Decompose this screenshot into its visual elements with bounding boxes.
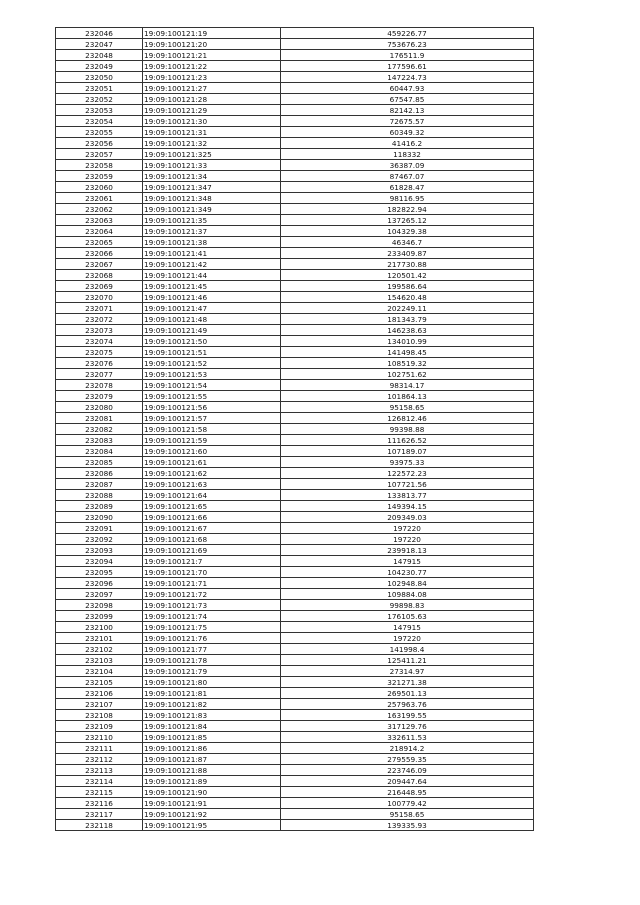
cadastral-number-cell: 19:09:100121:81 [143, 688, 281, 699]
amount-cell: 60447.93 [281, 83, 534, 94]
cadastral-number-cell: 19:09:100121:71 [143, 578, 281, 589]
cadastral-number-cell: 19:09:100121:84 [143, 721, 281, 732]
amount-cell: 147915 [281, 622, 534, 633]
table-row [56, 424, 534, 435]
row-id-cell: 232106 [56, 688, 143, 699]
data-table [55, 27, 534, 831]
table-row [56, 292, 534, 303]
table-row [56, 435, 534, 446]
amount-cell: 233409.87 [281, 248, 534, 259]
cadastral-number-cell: 19:09:100121:28 [143, 94, 281, 105]
cadastral-number-cell: 19:09:100121:65 [143, 501, 281, 512]
table-row [56, 215, 534, 226]
cadastral-number-cell: 19:09:100121:42 [143, 259, 281, 270]
table-row [56, 743, 534, 754]
cadastral-number-cell: 19:09:100121:31 [143, 127, 281, 138]
row-id-cell: 232075 [56, 347, 143, 358]
row-id-cell: 232068 [56, 270, 143, 281]
cadastral-number-cell: 19:09:100121:74 [143, 611, 281, 622]
table-row [56, 523, 534, 534]
table-row [56, 699, 534, 710]
row-id-cell: 232080 [56, 402, 143, 413]
row-id-cell: 232099 [56, 611, 143, 622]
table-body [56, 28, 534, 831]
row-id-cell: 232056 [56, 138, 143, 149]
cadastral-number-cell: 19:09:100121:70 [143, 567, 281, 578]
table-row [56, 28, 534, 39]
cadastral-number-cell: 19:09:100121:72 [143, 589, 281, 600]
table-row [56, 721, 534, 732]
table-row [56, 468, 534, 479]
cadastral-number-cell: 19:09:100121:34 [143, 171, 281, 182]
row-id-cell: 232095 [56, 567, 143, 578]
cadastral-number-cell: 19:09:100121:88 [143, 765, 281, 776]
amount-cell: 223746.09 [281, 765, 534, 776]
table-row [56, 149, 534, 160]
table-row [56, 358, 534, 369]
table-row [56, 402, 534, 413]
amount-cell: 101864.13 [281, 391, 534, 402]
cadastral-number-cell: 19:09:100121:69 [143, 545, 281, 556]
amount-cell: 46346.7 [281, 237, 534, 248]
cadastral-number-cell: 19:09:100121:82 [143, 699, 281, 710]
cadastral-number-cell: 19:09:100121:7 [143, 556, 281, 567]
row-id-cell: 232054 [56, 116, 143, 127]
row-id-cell: 232091 [56, 523, 143, 534]
amount-cell: 257963.76 [281, 699, 534, 710]
row-id-cell: 232046 [56, 28, 143, 39]
amount-cell: 99398.88 [281, 424, 534, 435]
cadastral-number-cell: 19:09:100121:60 [143, 446, 281, 457]
amount-cell: 181343.79 [281, 314, 534, 325]
table-row [56, 171, 534, 182]
amount-cell: 95158.65 [281, 402, 534, 413]
amount-cell: 98116.95 [281, 193, 534, 204]
row-id-cell: 232063 [56, 215, 143, 226]
cadastral-number-cell: 19:09:100121:349 [143, 204, 281, 215]
cadastral-number-cell: 19:09:100121:56 [143, 402, 281, 413]
row-id-cell: 232077 [56, 369, 143, 380]
row-id-cell: 232089 [56, 501, 143, 512]
amount-cell: 321271.38 [281, 677, 534, 688]
amount-cell: 109884.08 [281, 589, 534, 600]
table-row [56, 336, 534, 347]
cadastral-number-cell: 19:09:100121:49 [143, 325, 281, 336]
table-row [56, 39, 534, 50]
amount-cell: 279559.35 [281, 754, 534, 765]
amount-cell: 100779.42 [281, 798, 534, 809]
amount-cell: 202249.11 [281, 303, 534, 314]
amount-cell: 199586.64 [281, 281, 534, 292]
amount-cell: 93975.33 [281, 457, 534, 468]
cadastral-number-cell: 19:09:100121:54 [143, 380, 281, 391]
row-id-cell: 232102 [56, 644, 143, 655]
row-id-cell: 232051 [56, 83, 143, 94]
row-id-cell: 232060 [56, 182, 143, 193]
cadastral-number-cell: 19:09:100121:77 [143, 644, 281, 655]
row-id-cell: 232069 [56, 281, 143, 292]
row-id-cell: 232110 [56, 732, 143, 743]
amount-cell: 209447.64 [281, 776, 534, 787]
cadastral-number-cell: 19:09:100121:27 [143, 83, 281, 94]
cadastral-number-cell: 19:09:100121:29 [143, 105, 281, 116]
amount-cell: 459226.77 [281, 28, 534, 39]
row-id-cell: 232104 [56, 666, 143, 677]
cadastral-number-cell: 19:09:100121:32 [143, 138, 281, 149]
cadastral-number-cell: 19:09:100121:48 [143, 314, 281, 325]
cadastral-number-cell: 19:09:100121:20 [143, 39, 281, 50]
amount-cell: 133813.77 [281, 490, 534, 501]
table-row [56, 688, 534, 699]
table-row [56, 138, 534, 149]
amount-cell: 108519.32 [281, 358, 534, 369]
cadastral-number-cell: 19:09:100121:67 [143, 523, 281, 534]
cadastral-number-cell: 19:09:100121:33 [143, 160, 281, 171]
amount-cell: 218914.2 [281, 743, 534, 754]
table-row [56, 820, 534, 831]
amount-cell: 125411.21 [281, 655, 534, 666]
amount-cell: 107189.07 [281, 446, 534, 457]
table-row [56, 182, 534, 193]
amount-cell: 104230.77 [281, 567, 534, 578]
amount-cell: 154620.48 [281, 292, 534, 303]
cadastral-number-cell: 19:09:100121:89 [143, 776, 281, 787]
amount-cell: 217730.88 [281, 259, 534, 270]
row-id-cell: 232094 [56, 556, 143, 567]
cadastral-number-cell: 19:09:100121:79 [143, 666, 281, 677]
amount-cell: 317129.76 [281, 721, 534, 732]
cadastral-number-cell: 19:09:100121:92 [143, 809, 281, 820]
row-id-cell: 232082 [56, 424, 143, 435]
table-row [56, 347, 534, 358]
cadastral-number-cell: 19:09:100121:83 [143, 710, 281, 721]
cadastral-number-cell: 19:09:100121:52 [143, 358, 281, 369]
row-id-cell: 232066 [56, 248, 143, 259]
row-id-cell: 232070 [56, 292, 143, 303]
table-row [56, 314, 534, 325]
amount-cell: 118332 [281, 149, 534, 160]
row-id-cell: 232108 [56, 710, 143, 721]
row-id-cell: 232084 [56, 446, 143, 457]
table-row [56, 303, 534, 314]
cadastral-number-cell: 19:09:100121:86 [143, 743, 281, 754]
amount-cell: 107721.56 [281, 479, 534, 490]
cadastral-number-cell: 19:09:100121:19 [143, 28, 281, 39]
table-row [56, 413, 534, 424]
row-id-cell: 232061 [56, 193, 143, 204]
row-id-cell: 232103 [56, 655, 143, 666]
table-row [56, 798, 534, 809]
cadastral-number-cell: 19:09:100121:78 [143, 655, 281, 666]
cadastral-number-cell: 19:09:100121:22 [143, 61, 281, 72]
cadastral-number-cell: 19:09:100121:50 [143, 336, 281, 347]
cadastral-number-cell: 19:09:100121:90 [143, 787, 281, 798]
table-row [56, 545, 534, 556]
cadastral-number-cell: 19:09:100121:87 [143, 754, 281, 765]
row-id-cell: 232079 [56, 391, 143, 402]
row-id-cell: 232114 [56, 776, 143, 787]
table-row [56, 226, 534, 237]
amount-cell: 126812.46 [281, 413, 534, 424]
row-id-cell: 232052 [56, 94, 143, 105]
amount-cell: 104329.38 [281, 226, 534, 237]
cadastral-number-cell: 19:09:100121:47 [143, 303, 281, 314]
row-id-cell: 232067 [56, 259, 143, 270]
cadastral-number-cell: 19:09:100121:45 [143, 281, 281, 292]
amount-cell: 60349.32 [281, 127, 534, 138]
cadastral-number-cell: 19:09:100121:55 [143, 391, 281, 402]
row-id-cell: 232118 [56, 820, 143, 831]
cadastral-number-cell: 19:09:100121:30 [143, 116, 281, 127]
amount-cell: 82142.13 [281, 105, 534, 116]
cadastral-number-cell: 19:09:100121:41 [143, 248, 281, 259]
cadastral-number-cell: 19:09:100121:46 [143, 292, 281, 303]
row-id-cell: 232053 [56, 105, 143, 116]
amount-cell: 99898.83 [281, 600, 534, 611]
cadastral-number-cell: 19:09:100121:68 [143, 534, 281, 545]
table-row [56, 116, 534, 127]
row-id-cell: 232050 [56, 72, 143, 83]
row-id-cell: 232072 [56, 314, 143, 325]
row-id-cell: 232096 [56, 578, 143, 589]
table-row [56, 556, 534, 567]
amount-cell: 95158.65 [281, 809, 534, 820]
row-id-cell: 232086 [56, 468, 143, 479]
table-row [56, 655, 534, 666]
table-row [56, 72, 534, 83]
amount-cell: 122572.23 [281, 468, 534, 479]
table-row [56, 160, 534, 171]
amount-cell: 177596.61 [281, 61, 534, 72]
amount-cell: 36387.09 [281, 160, 534, 171]
cadastral-number-cell: 19:09:100121:347 [143, 182, 281, 193]
table-row [56, 732, 534, 743]
row-id-cell: 232100 [56, 622, 143, 633]
cadastral-number-cell: 19:09:100121:91 [143, 798, 281, 809]
table-row [56, 677, 534, 688]
row-id-cell: 232058 [56, 160, 143, 171]
amount-cell: 61828.47 [281, 182, 534, 193]
cadastral-number-cell: 19:09:100121:63 [143, 479, 281, 490]
cadastral-number-cell: 19:09:100121:76 [143, 633, 281, 644]
table-row [56, 248, 534, 259]
row-id-cell: 232105 [56, 677, 143, 688]
amount-cell: 98314.17 [281, 380, 534, 391]
table-row [56, 776, 534, 787]
table-row [56, 809, 534, 820]
amount-cell: 134010.99 [281, 336, 534, 347]
cadastral-number-cell: 19:09:100121:53 [143, 369, 281, 380]
row-id-cell: 232090 [56, 512, 143, 523]
table-row [56, 270, 534, 281]
cadastral-number-cell: 19:09:100121:61 [143, 457, 281, 468]
row-id-cell: 232101 [56, 633, 143, 644]
cadastral-number-cell: 19:09:100121:85 [143, 732, 281, 743]
amount-cell: 72675.57 [281, 116, 534, 127]
table-row [56, 644, 534, 655]
table-row [56, 512, 534, 523]
table-row [56, 237, 534, 248]
cadastral-number-cell: 19:09:100121:44 [143, 270, 281, 281]
table-row [56, 94, 534, 105]
table-row [56, 633, 534, 644]
cadastral-number-cell: 19:09:100121:59 [143, 435, 281, 446]
cadastral-number-cell: 19:09:100121:66 [143, 512, 281, 523]
table-row [56, 787, 534, 798]
cadastral-number-cell: 19:09:100121:35 [143, 215, 281, 226]
row-id-cell: 232097 [56, 589, 143, 600]
amount-cell: 163199.55 [281, 710, 534, 721]
table-row [56, 589, 534, 600]
row-id-cell: 232049 [56, 61, 143, 72]
cadastral-number-cell: 19:09:100121:37 [143, 226, 281, 237]
table-row [56, 457, 534, 468]
cadastral-number-cell: 19:09:100121:348 [143, 193, 281, 204]
row-id-cell: 232081 [56, 413, 143, 424]
row-id-cell: 232113 [56, 765, 143, 776]
row-id-cell: 232062 [56, 204, 143, 215]
row-id-cell: 232117 [56, 809, 143, 820]
table-row [56, 380, 534, 391]
row-id-cell: 232073 [56, 325, 143, 336]
table-row [56, 622, 534, 633]
table-row [56, 259, 534, 270]
row-id-cell: 232074 [56, 336, 143, 347]
table-row [56, 105, 534, 116]
row-id-cell: 232076 [56, 358, 143, 369]
amount-cell: 209349.03 [281, 512, 534, 523]
table-row [56, 765, 534, 776]
row-id-cell: 232098 [56, 600, 143, 611]
amount-cell: 216448.95 [281, 787, 534, 798]
row-id-cell: 232115 [56, 787, 143, 798]
cadastral-number-cell: 19:09:100121:21 [143, 50, 281, 61]
amount-cell: 197220 [281, 523, 534, 534]
amount-cell: 137265.12 [281, 215, 534, 226]
table-row [56, 600, 534, 611]
cadastral-number-cell: 19:09:100121:38 [143, 237, 281, 248]
cadastral-number-cell: 19:09:100121:57 [143, 413, 281, 424]
cadastral-number-cell: 19:09:100121:75 [143, 622, 281, 633]
cadastral-number-cell: 19:09:100121:51 [143, 347, 281, 358]
row-id-cell: 232055 [56, 127, 143, 138]
amount-cell: 41416.2 [281, 138, 534, 149]
row-id-cell: 232112 [56, 754, 143, 765]
row-id-cell: 232048 [56, 50, 143, 61]
amount-cell: 141998.4 [281, 644, 534, 655]
amount-cell: 239918.13 [281, 545, 534, 556]
row-id-cell: 232111 [56, 743, 143, 754]
cadastral-number-cell: 19:09:100121:95 [143, 820, 281, 831]
table-row [56, 534, 534, 545]
amount-cell: 147224.73 [281, 72, 534, 83]
table-row [56, 578, 534, 589]
row-id-cell: 232092 [56, 534, 143, 545]
row-id-cell: 232071 [56, 303, 143, 314]
amount-cell: 182822.94 [281, 204, 534, 215]
table-row [56, 61, 534, 72]
amount-cell: 197220 [281, 534, 534, 545]
amount-cell: 102948.84 [281, 578, 534, 589]
amount-cell: 87467.07 [281, 171, 534, 182]
amount-cell: 102751.62 [281, 369, 534, 380]
table-row [56, 666, 534, 677]
row-id-cell: 232057 [56, 149, 143, 160]
amount-cell: 269501.13 [281, 688, 534, 699]
row-id-cell: 232085 [56, 457, 143, 468]
cadastral-number-cell: 19:09:100121:73 [143, 600, 281, 611]
amount-cell: 176511.9 [281, 50, 534, 61]
table-row [56, 369, 534, 380]
row-id-cell: 232059 [56, 171, 143, 182]
cadastral-number-cell: 19:09:100121:325 [143, 149, 281, 160]
amount-cell: 139335.93 [281, 820, 534, 831]
amount-cell: 332611.53 [281, 732, 534, 743]
table-row [56, 193, 534, 204]
amount-cell: 147915 [281, 556, 534, 567]
amount-cell: 27314.97 [281, 666, 534, 677]
table-row [56, 325, 534, 336]
table-row [56, 446, 534, 457]
row-id-cell: 232047 [56, 39, 143, 50]
cadastral-number-cell: 19:09:100121:80 [143, 677, 281, 688]
amount-cell: 141498.45 [281, 347, 534, 358]
table-row [56, 479, 534, 490]
row-id-cell: 232107 [56, 699, 143, 710]
cadastral-number-cell: 19:09:100121:23 [143, 72, 281, 83]
table-row [56, 754, 534, 765]
cadastral-number-cell: 19:09:100121:64 [143, 490, 281, 501]
table-row [56, 50, 534, 61]
table-row [56, 391, 534, 402]
row-id-cell: 232064 [56, 226, 143, 237]
amount-cell: 176105.63 [281, 611, 534, 622]
cadastral-number-cell: 19:09:100121:62 [143, 468, 281, 479]
table-row [56, 501, 534, 512]
table-row [56, 204, 534, 215]
amount-cell: 753676.23 [281, 39, 534, 50]
amount-cell: 67547.85 [281, 94, 534, 105]
table-row [56, 83, 534, 94]
row-id-cell: 232093 [56, 545, 143, 556]
amount-cell: 197220 [281, 633, 534, 644]
row-id-cell: 232116 [56, 798, 143, 809]
row-id-cell: 232083 [56, 435, 143, 446]
amount-cell: 120501.42 [281, 270, 534, 281]
cadastral-number-cell: 19:09:100121:58 [143, 424, 281, 435]
row-id-cell: 232065 [56, 237, 143, 248]
table-row [56, 490, 534, 501]
table-row [56, 281, 534, 292]
row-id-cell: 232088 [56, 490, 143, 501]
table-row [56, 710, 534, 721]
table-row [56, 127, 534, 138]
table-row [56, 567, 534, 578]
amount-cell: 146238.63 [281, 325, 534, 336]
amount-cell: 111626.52 [281, 435, 534, 446]
row-id-cell: 232109 [56, 721, 143, 732]
row-id-cell: 232087 [56, 479, 143, 490]
row-id-cell: 232078 [56, 380, 143, 391]
table-row [56, 611, 534, 622]
amount-cell: 149394.15 [281, 501, 534, 512]
